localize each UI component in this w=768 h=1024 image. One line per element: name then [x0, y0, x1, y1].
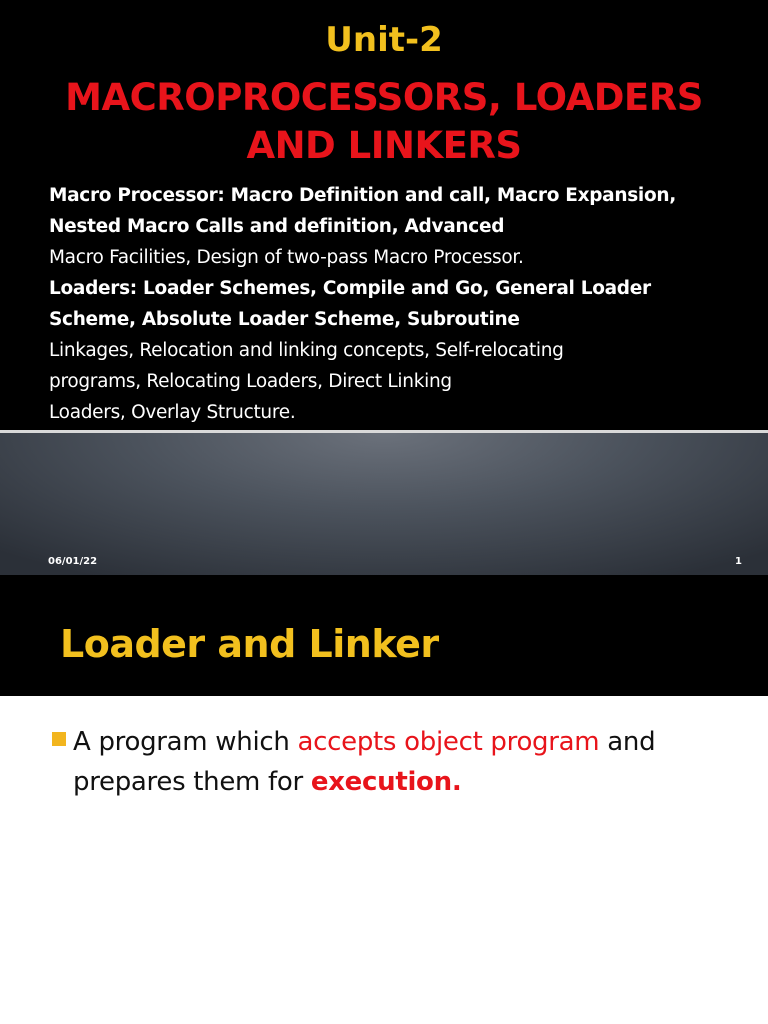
bullet-text-emphasis: execution. — [310, 767, 462, 797]
square-bullet-icon — [52, 732, 66, 746]
bullet-line-1 — [73, 722, 743, 762]
slide-2-title: Loader and Linker — [60, 622, 439, 666]
main-title-line-2: AND LINKERS — [246, 124, 522, 167]
gradient-footer-band — [0, 433, 768, 575]
main-title — [40, 74, 728, 170]
syllabus-description — [49, 180, 749, 428]
bullet-text-plain-2: and — [599, 727, 656, 757]
bullet-text-plain-3: prepares them for — [73, 767, 311, 797]
desc-line-6: Linkages, Relocation and linking concepts, Self-relocating — [49, 340, 564, 361]
main-title-line-1: MACROPROCESSORS, LOADERS — [65, 76, 703, 119]
footer-date: 06/01/22 — [48, 556, 98, 567]
desc-line-7: programs, Relocating Loaders, Direct Linking — [49, 371, 452, 392]
bullet-text — [73, 722, 743, 802]
unit-title: Unit-2 — [325, 20, 443, 60]
bullet-text-plain-1: A program which — [73, 727, 298, 757]
desc-line-3: Macro Facilities, Design of two-pass Macro Processor. — [49, 247, 524, 268]
desc-line-8: Loaders, Overlay Structure. — [49, 402, 296, 423]
desc-line-4: Loaders: Loader Schemes, Compile and Go, General Loader — [49, 278, 651, 299]
page-number: 1 — [735, 556, 742, 567]
desc-line-5: Scheme, Absolute Loader Scheme, Subroutine — [49, 309, 520, 330]
bullet-text-highlight: accepts object program — [297, 727, 600, 757]
desc-line-1: Macro Processor: Macro Definition and call, Macro Expansion, — [49, 185, 676, 206]
bullet-line-2 — [73, 762, 743, 802]
desc-line-2: Nested Macro Calls and definition, Advanced — [49, 216, 505, 237]
